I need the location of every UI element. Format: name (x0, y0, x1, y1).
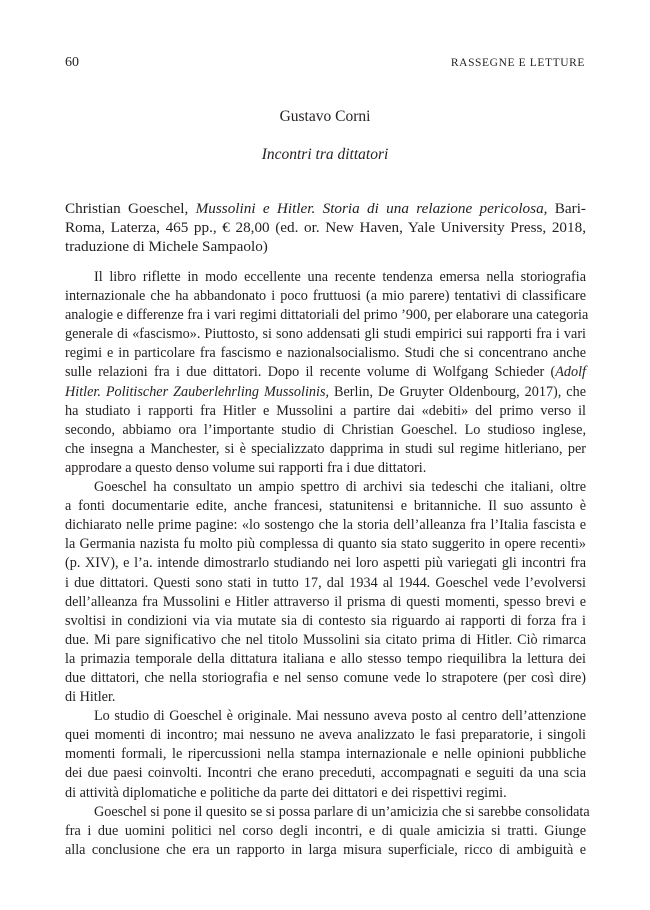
body-line: dichiarato nelle prime pagine: «lo sostengo che la storia dell’alleanza fra l’Italia fascista e (65, 517, 586, 534)
italic-run: Hitler. Politischer Zauberlehrling Mussolinis, (65, 383, 330, 400)
body-line: analogie e differenze fra i vari regimi dittatoriali del primo ’900, per elaborare una categoria (65, 307, 589, 324)
body-line: svoltisi in condizioni via via mutate sia di contesto sia riguardo ai rapporti di forza fra i (65, 612, 586, 629)
body-line: Goeschel si pone il quesito se si possa parlare di un’amicizia che si sarebbe consolidata (94, 803, 590, 820)
body-line: internazionale che ha abbandonato i poco fruttuosi (a mio parere) tentativi di classificare (65, 288, 586, 305)
article-author: Gustavo Corni (279, 108, 371, 125)
body-line: alla conclusione che era un rapporto in larga misura superficiale, ricco di ambiguità e (65, 841, 586, 858)
body-line: quei momenti di incontro; mai nessuno ne aveva analizzato le fasi preparatorie, i singoli (65, 727, 586, 744)
body-line: approdare a questo denso volume sui rapporti fra i due dittatori. (65, 459, 427, 476)
body-line: Lo studio di Goeschel è originale. Mai nessuno aveva posto al centro dell’attenzione (94, 708, 586, 725)
body-line: Goeschel ha consultato un ampio spettro di archivi sia tedeschi che italiani, oltre (94, 479, 586, 496)
body-line: ha studiato i rapporti fra Hitler e Mussolini a partire dai «debiti» del primo verso il (65, 402, 586, 419)
body-line: di attività diplomatiche e politiche da parte dei dittatori e dei rispettivi regimi. (65, 784, 507, 801)
body-line: due. Mi pare significativo che nel titolo Mussolini sia citato prima di Hitler. Ciò rimarca (65, 631, 586, 648)
body-line: Il libro riflette in modo eccellente una recente tendenza emersa nella storiografia (94, 269, 586, 285)
body-line: regimi e in particolare fra fascismo e nazionalsocialismo. Studi che si concentrano anche (65, 345, 586, 362)
running-head: RASSEGNE E LETTURE (450, 57, 585, 69)
body-line: (p. XIV), e l’a. intende dimostrarlo studiando nei loro aspetti più variegati gli incontri fra (65, 555, 586, 572)
body-line: la Germania nazista fu molto più complessa di quanto sia stato suggerito in opere recenti» (65, 536, 586, 553)
body-line: generale di «fascismo». Piuttosto, si sono addensati gli studi empirici sui rapporti fra i vari (65, 326, 586, 343)
body-line: di Hitler. (65, 689, 116, 706)
body-line: che insegna a Manchester, si è specializzato dapprima in studi sul regime hitleriano, per (65, 440, 586, 457)
body-line: secondo, abbiamo ora l’importante studio di Christian Goeschel. Lo studioso inglese, (65, 421, 586, 438)
body-line-mixed (65, 383, 586, 402)
body-line: dei due paesi coinvolti. Incontri che erano preceduti, accompagnati e seguiti da una scia (65, 765, 586, 782)
body-line: la primazia temporale della dittatura italiana e allo stesso tempo riequilibra la lettura dei (65, 650, 586, 667)
italic-run: Adolf (555, 364, 586, 381)
body-line: momenti formali, le ripercussioni nella stampa internazionale e nelle opinioni pubbliche (65, 746, 586, 763)
text-run: Berlin, De Gruyter Oldenbourg, 2017), che (329, 383, 586, 400)
body-line: due dittatori, che nella storiografia e nel senso comune vede lo strapotere (per così dire) (65, 669, 586, 686)
book-reference (65, 199, 586, 257)
body-line-mixed (65, 363, 586, 382)
article-body (65, 268, 590, 860)
reference-details: Bari-Roma, Laterza, 465 pp., € 28,00 (ed. or. New Haven, Yale University Press, 2018, traduzione di Michele Sampaolo) (65, 200, 586, 256)
reference-book-title: Mussolini e Hitler. Storia di una relazione pericolosa, (195, 200, 548, 217)
article-title: Incontri tra dittatori (261, 146, 389, 163)
body-line: dell’alleanza fra Mussolini e Hitler attraverso il prisma di questi momenti, spesso brevi e (65, 593, 586, 610)
body-line: i due dittatori. Questi sono stati in tutto 17, dal 1934 al 1944. Goeschel vede l’evolversi (65, 574, 586, 591)
body-line: a fonti documentarie edite, anche francesi, statunitensi e britanniche. Il suo assunto è (65, 498, 586, 515)
text-run: sulle relazioni fra i due dittatori. Dopo il recente volume di Wolfgang Schieder ( (65, 364, 556, 381)
page-number: 60 (65, 55, 79, 70)
body-line: fra i due uomini politici nel corso degli incontri, e di quale amicizia si tratti. Giunge (65, 822, 586, 839)
reference-author: Christian Goeschel, (65, 200, 196, 217)
